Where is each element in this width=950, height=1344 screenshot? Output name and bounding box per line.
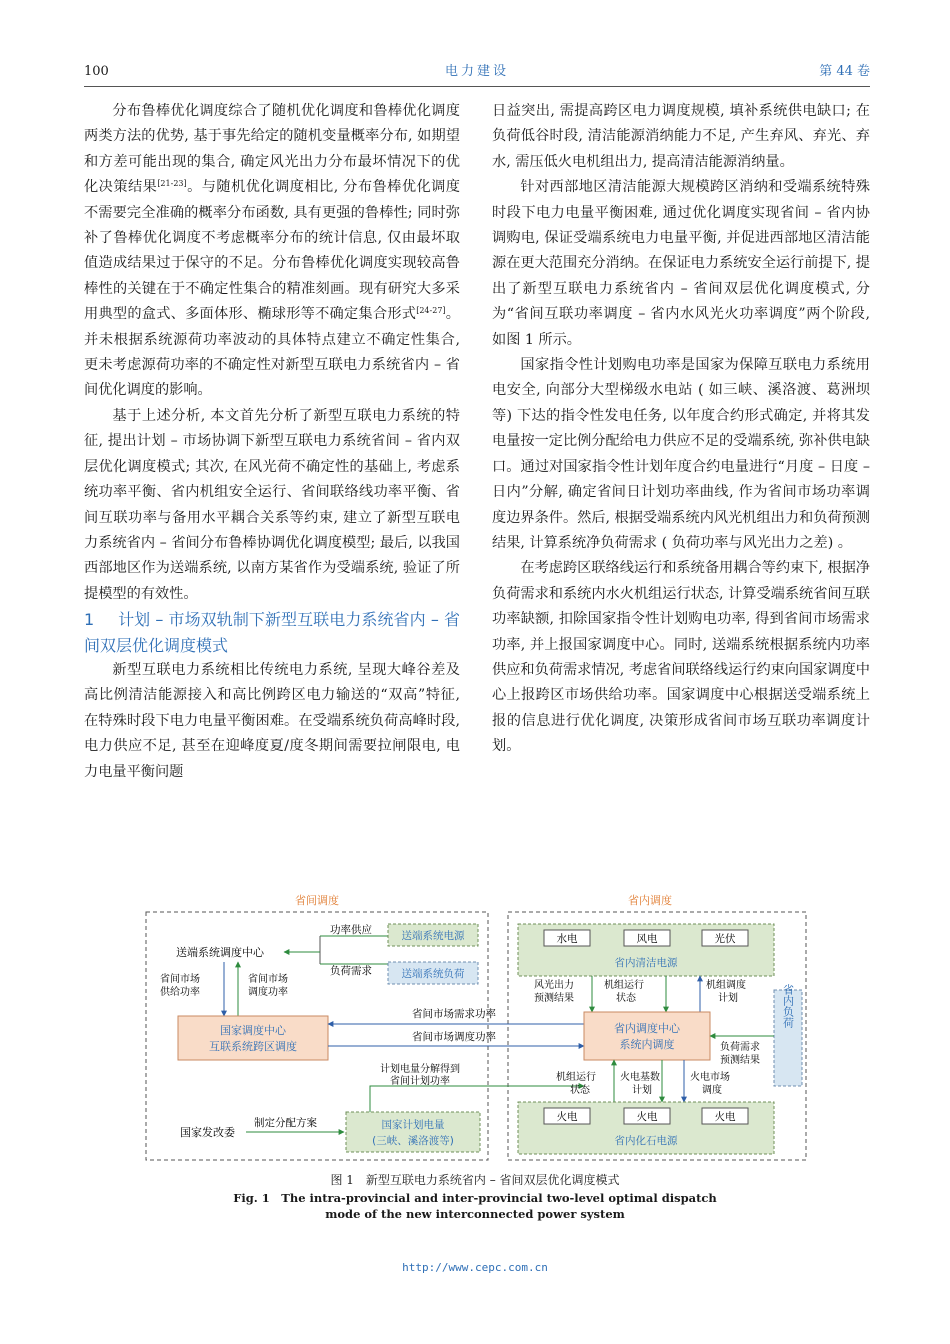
left-column — [84, 99, 460, 785]
unit-status-2: 状态 — [616, 993, 636, 1004]
thermal-2: 火电 — [636, 1111, 658, 1123]
national-plan-2: (三峡、溪洛渡等) — [372, 1135, 454, 1147]
national-center-1: 国家调度中心 — [220, 1024, 286, 1037]
sending-center: 送端系统调度中心 — [176, 946, 264, 959]
thermal-market-1: 火电市场 — [690, 1072, 730, 1083]
wind: 风电 — [636, 933, 658, 945]
thermal-3: 火电 — [714, 1111, 736, 1123]
unit-plan-2: 计划 — [718, 993, 738, 1004]
section-heading — [84, 607, 460, 658]
text-run: 。与随机优化调度相比, 分布鲁棒优化调度不需要完全准确的概率分布函数, 具有更强的鲁棒性; 同时弥补了鲁棒优化调度不考虑概率分布的统计信息, 仅由最坏取值造成结果过于保守的不足。分布鲁棒优化调度实现较高鲁棒性的关键在于不确定性集合的精准刻画。现有研究大多采用典型的盒式、多面体形、椭球形等不确定集合形式 — [84, 179, 460, 323]
wind-pv-forecast-1: 风光出力 — [534, 980, 574, 991]
pv: 光伏 — [714, 933, 736, 945]
sending-source: 送端系统电源 — [401, 930, 465, 942]
unit-status2-1: 机组运行 — [556, 1072, 596, 1083]
text-run: 。并未根据系统源荷功率波动的具体特点建立不确定性集合, 更未考虑源荷功率的不确定性对新型互联电力系统省内 – 省间优化调度的影响。 — [84, 306, 460, 399]
market-dispatch-label: 省间市场调度功率 — [412, 1031, 496, 1043]
citation: [24-27] — [416, 306, 446, 316]
page-number: 100 — [84, 64, 109, 79]
paragraph: 日益突出, 需提高跨区电力调度规模, 填补系统供电缺口; 在负荷低谷时段, 清洁能源消纳能力不足, 产生弃风、弃光、弃水, 需压低火电机组出力, 提高清洁能源消纳量。 — [492, 103, 870, 170]
thermal-1: 火电 — [556, 1111, 578, 1123]
paragraph: 针对西部地区清洁能源大规模跨区消纳和受端系统特殊时段下电力电量平衡困难, 通过优化调度实现省间 – 省内协调购电, 保证受端系统电力电量平衡, 并促进西部地区清洁能源在更大范围充分消纳。在保证电力系统安全运行前提下, 提出了新型互联电力系统省内 – 省间双层优化调度模式, 分为“省间互联功率调度 – 省内水风光火功率调度”两个阶段, 如图 1 所示。 — [492, 179, 870, 348]
volume-number: 第 44 卷 — [819, 64, 870, 79]
national-plan-1: 国家计划电量 — [381, 1119, 445, 1131]
hydro: 水电 — [556, 933, 578, 945]
caption-en-line1: Fig. 1 The intra-provincial and inter-provincial two-level optimal dispatch — [233, 1191, 717, 1205]
paragraph: 新型互联电力系统相比传统电力系统, 呈现大峰谷差及高比例清洁能源接入和高比例跨区电力输送的“双高”特征, 在特殊时段下电力电量平衡困难。在受端系统负荷高峰时段, 电力供应不足, 甚至在迎峰度夏/度冬期间需要拉闸限电, 电力电量平衡问题 — [84, 661, 460, 780]
paragraph: 国家指令性计划购电功率是国家为保障互联电力系统用电安全, 向部分大型梯级水电站 ( 如三峡、溪洛渡、葛洲坝等) 下达的指令性发电任务, 以年度合约形式确定, 并将其发电量按一定比例分配给电力供应不足的受端系统, 弥补供电缺口。通过对国家指令性计划年度合约电量进行“月度 – 日度 – 日内”分解, 确定省间日计划功率曲线, 作为省间市场功率调度边界条件。然后, 根据受端系统内风光机组出力和负荷预测结果, 计算系统净负荷需求 ( 负荷功率与风光出力之差) 。 — [492, 357, 870, 551]
unit-status2-2: 状态 — [570, 1085, 590, 1096]
thermal-base-1: 火电基数 — [620, 1072, 660, 1083]
page-header — [84, 62, 870, 84]
footer-url[interactable]: http://www.cepc.com.cn — [402, 1261, 548, 1274]
figure-1 — [142, 890, 810, 1162]
thermal-base-2: 计划 — [632, 1085, 652, 1096]
provincial-load: 省内负荷 — [781, 984, 795, 1028]
fossil-source: 省内化石电源 — [614, 1135, 678, 1147]
dispatch-power-label-2: 调度功率 — [248, 987, 288, 998]
unit-plan-1: 机组调度 — [706, 980, 746, 991]
section-title: 计划 – 市场双轨制下新型互联电力系统省内 – 省间双层优化调度模式 — [84, 610, 460, 655]
ndrc: 国家发改委 — [180, 1126, 235, 1139]
figure-caption-cn: 图 1 新型互联电力系统省内 – 省间双层优化调度模式 — [330, 1173, 620, 1187]
plan-decomp-2: 省间计划功率 — [390, 1076, 450, 1087]
right-column — [492, 99, 870, 760]
sending-load: 送端系统负荷 — [401, 968, 465, 980]
wind-pv-forecast-2: 预测结果 — [534, 993, 574, 1004]
journal-name: 电力建设 — [444, 64, 509, 79]
figure-caption-en — [0, 1190, 950, 1222]
intra-title: 省内调度 — [628, 894, 672, 907]
supply-power-label-2: 供给功率 — [160, 987, 200, 998]
national-center-2: 互联系统跨区调度 — [209, 1040, 297, 1053]
load-demand-label: 负荷需求 — [330, 965, 372, 977]
thermal-market-2: 调度 — [702, 1085, 722, 1096]
section-number: 1 — [84, 610, 95, 630]
load-forecast-2: 预测结果 — [720, 1055, 760, 1066]
clean-source: 省内清洁电源 — [614, 957, 678, 969]
allocation-label: 制定分配方案 — [254, 1117, 317, 1129]
paragraph: 在考虑跨区联络线运行和系统备用耦合等约束下, 根据净负荷需求和系统内水火机组运行状态, 计算受端系统省间互联功率缺额, 扣除国家指令性计划购电功率, 得到省间市场需求功率, 并上报国家调度中心。同时, 送端系统根据系统内功率供应和负荷需求情况, 考虑省间联络线运行约束向国家调度中心上报跨区市场供给功率。国家调度中心根据送受端系统上报的信息进行优化调度, 决策形成省间市场互联功率调度计划。 — [492, 560, 870, 755]
load-forecast-1: 负荷需求 — [720, 1042, 760, 1053]
header-rule — [84, 86, 870, 87]
national-center-box — [178, 1016, 328, 1060]
provincial-center-2: 系统内调度 — [619, 1038, 675, 1051]
figure-diagram — [142, 890, 810, 1162]
paragraph — [84, 99, 460, 404]
supply-power-label-1: 省间市场 — [160, 974, 200, 985]
citation: [21-23] — [157, 179, 187, 189]
inter-title: 省间调度 — [295, 894, 339, 907]
provincial-center-box — [584, 1012, 710, 1060]
provincial-center-1: 省内调度中心 — [614, 1022, 680, 1035]
paragraph: 基于上述分析, 本文首先分析了新型互联电力系统的特征, 提出计划 – 市场协调下新型互联电力系统省间 – 省内双层优化调度模式; 其次, 在风光荷不确定性的基础上, 考虑系统功率平衡、省内机组安全运行、省间联络线功率平衡、省间互联功率与备用水平耦合关系等约束, 建立了新型互联电力系统省内 – 省间分布鲁棒协调优化调度模型; 最后, 以我国西部地区作为送端系统, 以南方某省作为受端系统, 验证了所提模型的有效性。 — [84, 407, 460, 602]
plan-decomp-1: 计划电量分解得到 — [380, 1064, 460, 1075]
dispatch-power-label-1: 省间市场 — [248, 974, 288, 985]
unit-status-1: 机组运行 — [604, 980, 644, 991]
demand-power-label: 省间市场需求功率 — [412, 1008, 496, 1020]
caption-en-line2: mode of the new interconnected power system — [325, 1207, 625, 1221]
power-supply-label: 功率供应 — [330, 924, 372, 936]
text-run: 分布鲁棒优化调度综合了随机优化调度和鲁棒优化调度两类方法的优势, 基于事先给定的随机变量概率分布, 如期望和方差可能出现的集合, 确定风光出力分布最坏情况下的优化决策结果 — [84, 103, 460, 196]
